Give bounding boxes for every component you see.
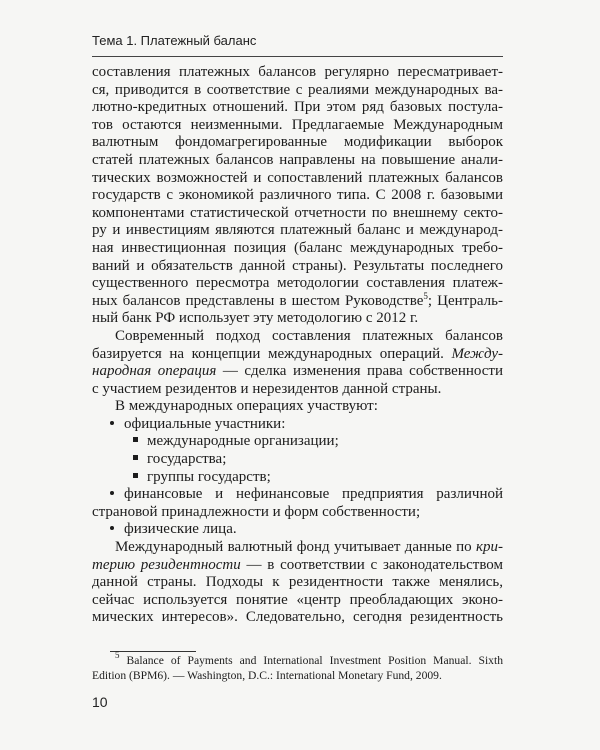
text-line-with-term [92, 363, 503, 381]
text-line: существенного пересмотра методологии составления платеж- [92, 275, 503, 292]
list-item-text: международные организации; [147, 433, 339, 450]
header-divider [92, 56, 503, 57]
list-item [92, 416, 503, 434]
footnote-ref[interactable]: 5 [423, 290, 428, 301]
footnote-line: Edition (BPM6). — Washington, D.C.: International Monetary Fund, 2009. [92, 669, 442, 682]
footnote-text: Balance of Payments and International Investment Position Manual. Sixth [119, 654, 503, 667]
text-line: компонентами статистической отчетности по внешнему секто- [92, 204, 503, 221]
text-fragment: Международный валютный фонд учитывает данные по [115, 539, 476, 556]
text-line-with-footnote [92, 290, 503, 311]
term-international-operation: Между- [451, 345, 503, 362]
text-line: тов остаются неизменными. Предлагаемые Международным [92, 116, 503, 133]
sublist-item [92, 451, 503, 469]
list-item-text: финансовые и нефинансовые предприятия различной [124, 486, 503, 503]
term-residency-criterion: терию резидентности [92, 556, 241, 573]
text-line: сейчас используется понятие «центр преобладающих эконо- [92, 591, 503, 608]
footnote [92, 650, 503, 683]
sublist-item [92, 433, 503, 451]
text-fragment: — сделка изменения права собственности [216, 363, 503, 380]
text-line-with-term [92, 346, 503, 364]
text-line: лютно-кредитных отношений. При этом ряд базовых постула- [92, 99, 503, 116]
text-line: составления платежных балансов регулярно пересматривает- [92, 64, 503, 80]
text-line: ная инвестиционная позиция (баланс международных требо- [92, 239, 503, 256]
list-item [92, 521, 503, 539]
sublist-item [92, 469, 503, 487]
bullet-dot-icon [110, 491, 114, 495]
text-fragment: — в соответствии с законодательством [240, 556, 504, 573]
text-line: ный банк РФ использует эту методологию с 2012 г. [92, 310, 419, 327]
text-line-with-term [92, 539, 503, 557]
list-item-text: группы государств; [147, 468, 271, 485]
list-item-text: физические лица. [124, 521, 237, 538]
running-header: Тема 1. Платежный баланс [92, 33, 257, 48]
footnote-marker: 5 [115, 650, 120, 660]
text-line: ваний и обязательств данной страны). Результаты последнего [92, 257, 503, 274]
list-intro: В международных операциях участвуют: [115, 398, 378, 415]
text-line: тических возможностей и сопоставлений платежных балансов [92, 169, 503, 186]
paragraph-start: Современный подход составления платежных балансов [115, 327, 503, 344]
list-item-continuation: страновой принадлежности и форм собственности; [92, 503, 421, 520]
text-line: ру и инвестициям являются платежный баланс и международ- [92, 222, 503, 239]
term-international-operation: народная операция [92, 363, 217, 380]
text-line: валютным фондомагрегированные модификации выборок [92, 134, 503, 151]
list-item-text: государства; [147, 451, 227, 468]
bullet-square-icon [133, 437, 138, 442]
bullet-square-icon [133, 473, 138, 478]
text-line: мических интересов». Следовательно, сегодня резидентность [92, 609, 503, 626]
page-body [92, 64, 503, 627]
list-item-text: официальные участники: [124, 415, 286, 432]
text-fragment: ; Централь- [427, 292, 503, 309]
term-residency-criterion: кри- [475, 539, 503, 556]
text-line: государств с экономикой различного типа. С 2008 г. базовыми [92, 187, 503, 204]
text-line: статей платежных балансов направлены на повышение анали- [92, 151, 503, 168]
footnote-divider [110, 651, 196, 652]
text-line: данной страны. Подходы к резидентности также менялись, [92, 574, 503, 591]
footnote-line [92, 650, 503, 668]
text-line-with-term [92, 557, 503, 575]
text-fragment: ных балансов представлены в шестом Руководстве [92, 292, 424, 309]
list-item [92, 486, 503, 504]
text-line: с участием резидентов и нерезидентов данной страны. [92, 380, 442, 397]
page-number: 10 [92, 694, 108, 710]
bullet-dot-icon [110, 421, 114, 425]
text-fragment: базируется на концепции международных операций. [92, 345, 452, 362]
bullet-dot-icon [110, 526, 114, 530]
text-line: ся, приводится в соответствие с реалиями международных ва- [92, 81, 503, 98]
bullet-square-icon [133, 455, 138, 460]
